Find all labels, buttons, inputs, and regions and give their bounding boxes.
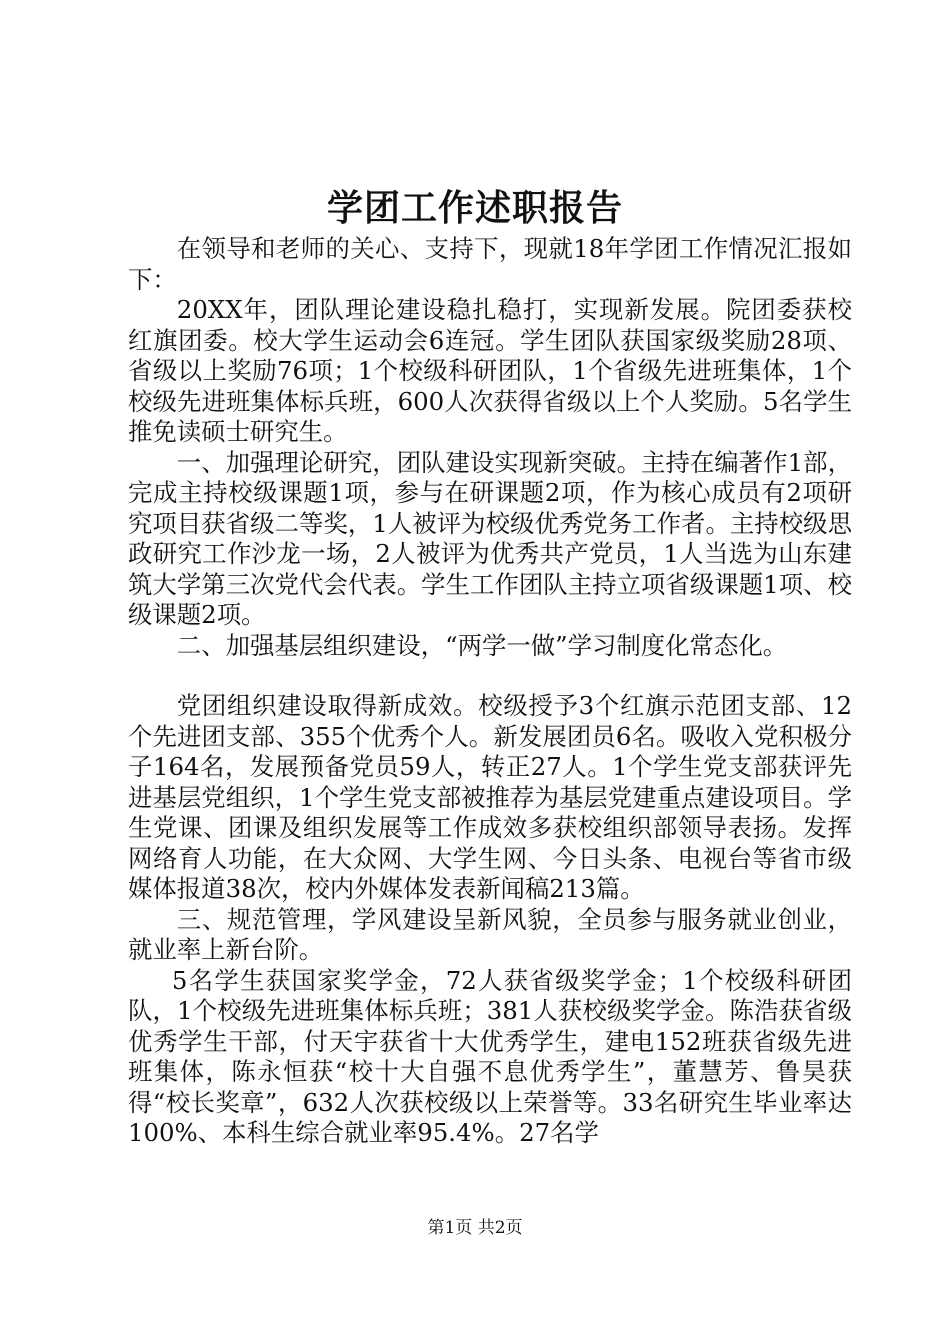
paragraph-section-1: 一、加强理论研究，团队建设实现新突破。主持在编著作1部，完成主持校级课题1项，参与在研课题2项，作为核心成员有2项研究项目获省级二等奖，1人被评为校级优秀党务工作者。主持校级思政研究工作沙龙一场，2人被评为优秀共产党员，1人当选为山东建筑大学第三次党代会代表。学生工作团队主持立项省级课题1项、校级课题2项。 (128, 447, 852, 629)
paragraph-overview: 20XX年，团队理论建设稳扎稳打，实现新发展。院团委获校红旗团委。校大学生运动会6连冠。学生团队获国家级奖励28项、省级以上奖励76项；1个校级科研团队，1个省级先进班集体，1个校级先进班集体标兵班，600人次获得省级以上个人奖励。5名学生推免读硕士研究生。 (128, 295, 852, 446)
document-title: 学团工作述职报告 (326, 187, 623, 229)
document-body (128, 234, 852, 1149)
page-footer: 第1页 共2页 (427, 1218, 523, 1238)
paragraph-intro: 在领导和老师的关心、支持下，现就18年学团工作情况汇报如下： (128, 234, 852, 294)
paragraph-section-3-heading: 三、规范管理，学风建设呈新风貌，全员参与服务就业创业，就业率上新台阶。 (128, 904, 852, 964)
paragraph-section-2-heading: 二、加强基层组织建设，“两学一做”学习制度化常态化。 (176, 630, 788, 660)
paragraph-section-2-body: 党团组织建设取得新成效。校级授予3个红旗示范团支部、12个先进团支部、355个优秀个人。新发展团员6名。吸收入党积极分子164名，发展预备党员59人，转正27人。1个学生党支部获评先进基层党组织，1个学生党支部被推荐为基层党建重点建设项目。学生党课、团课及组织发展等工作成效多获校组织部领导表扬。发挥网络育人功能，在大众网、大学生网、今日头条、电视台等省市级媒体报道38次，校内外媒体发表新闻稿213篇。 (128, 691, 852, 903)
paragraph-section-3-body: 5名学生获国家奖学金，72人获省级奖学金；1个校级科研团队，1个校级先进班集体标兵班；381人获校级奖学金。陈浩获省级优秀学生干部，付天宇获省十大优秀学生，建电152班获省级先进班集体，陈永恒获“校十大自强不息优秀学生”，董慧芳、鲁昊获得“校长奖章”，632人次获校级以上荣誉等。33名研究生毕业率达100%、本科生综合就业率95.4%。27名学 (128, 965, 852, 1147)
